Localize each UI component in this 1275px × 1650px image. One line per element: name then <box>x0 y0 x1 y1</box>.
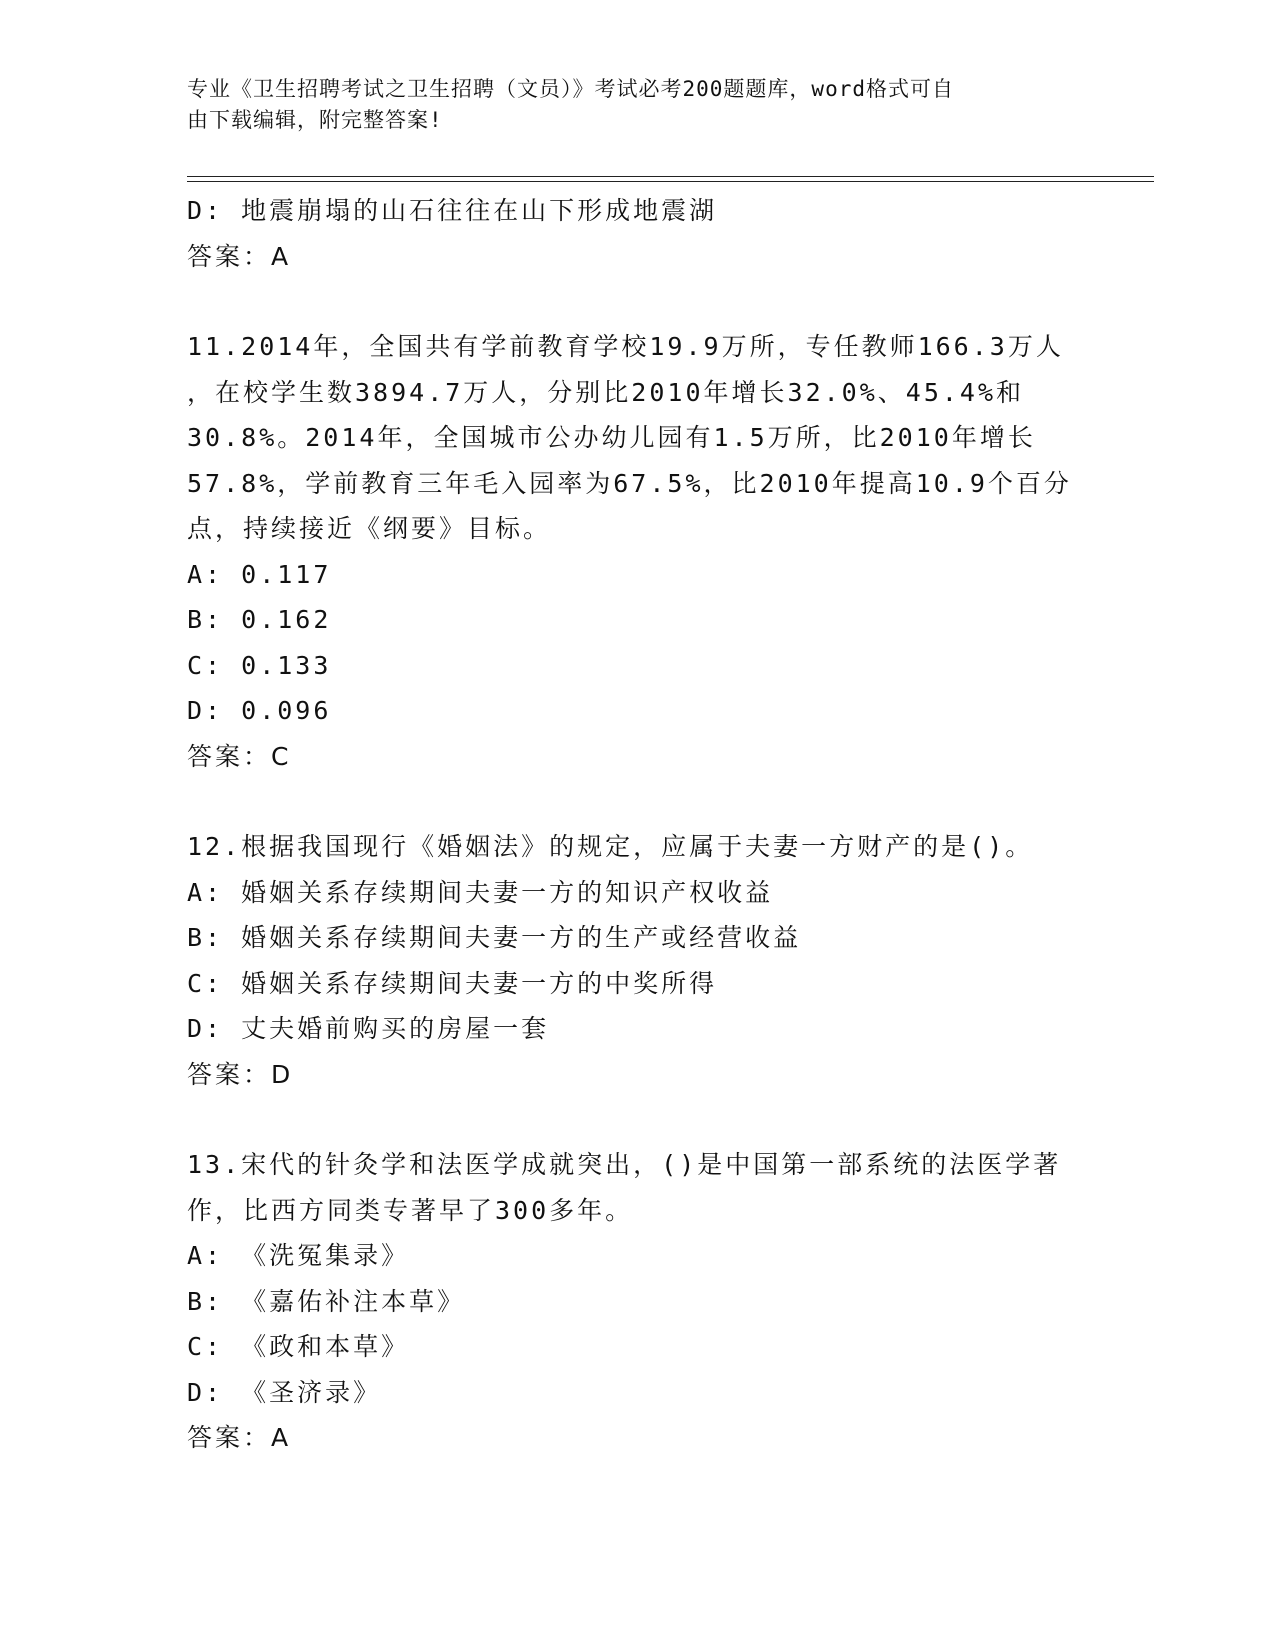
option-b: B: 婚姻关系存续期间夫妻一方的生产或经营收益 <box>187 923 802 952</box>
question-block-13 <box>187 1142 1067 1461</box>
option-a: A: 0.117 <box>187 559 332 589</box>
question-text: 12.根据我国现行《婚姻法》的规定，应属于夫妻一方财产的是()。 <box>187 832 1034 861</box>
spacer <box>187 1097 1067 1142</box>
answer-line: 答案：A <box>187 1423 292 1452</box>
question-text: 57.8%，学前教育三年毛入园率为67.5%，比2010年提高10.9个百分 <box>187 468 1072 498</box>
document-body <box>187 188 1072 1461</box>
spacer <box>187 779 1067 824</box>
option-a: A: 《洗冤集录》 <box>187 1241 410 1270</box>
option-d: D: 0.096 <box>187 696 332 725</box>
question-text: 11.2014年，全国共有学前教育学校19.9万所，专任教师166.3万人 <box>187 332 1064 361</box>
answer-line: 答案：C <box>187 741 292 771</box>
option-a: A: 婚姻关系存续期间夫妻一方的知识产权收益 <box>187 877 774 907</box>
header-line: 专业《卫生招聘考试之卫生招聘（文员）》考试必考200题题库，word格式可自 <box>187 77 954 101</box>
question-text: 点，持续接近《纲要》目标。 <box>187 514 552 543</box>
option-b: B: 《嘉佑补注本草》 <box>187 1286 466 1316</box>
option-c: C: 0.133 <box>187 650 332 680</box>
header-line: 由下载编辑，附完整答案! <box>187 108 443 132</box>
option-d: D: 地震崩塌的山石往往在山下形成地震湖 <box>187 196 718 225</box>
option-d: D: 《圣济录》 <box>187 1377 382 1407</box>
header-divider <box>187 181 1154 182</box>
question-block-10 <box>187 188 1067 279</box>
option-d: D: 丈夫婚前购买的房屋一套 <box>187 1014 550 1043</box>
question-text: 作，比西方同类专著早了300多年。 <box>187 1195 634 1225</box>
question-text: 13.宋代的针灸学和法医学成就突出，()是中国第一部系统的法医学著 <box>187 1150 1062 1179</box>
option-c: C: 婚姻关系存续期间夫妻一方的中奖所得 <box>187 968 718 998</box>
question-block-11 <box>187 324 1072 779</box>
spacer <box>187 279 1067 324</box>
answer-line: 答案：D <box>187 1059 294 1089</box>
option-b: B: 0.162 <box>187 605 332 634</box>
question-block-12 <box>187 824 1067 1097</box>
question-text: ，在校学生数3894.7万人，分别比2010年增长32.0%、45.4%和 <box>187 377 1025 407</box>
document-header <box>187 74 1067 136</box>
question-text: 30.8%。2014年，全国城市公办幼儿园有1.5万所，比2010年增长 <box>187 423 1036 452</box>
header-divider <box>187 176 1154 177</box>
option-c: C: 《政和本草》 <box>187 1332 410 1361</box>
answer-line: 答案：A <box>187 241 292 271</box>
